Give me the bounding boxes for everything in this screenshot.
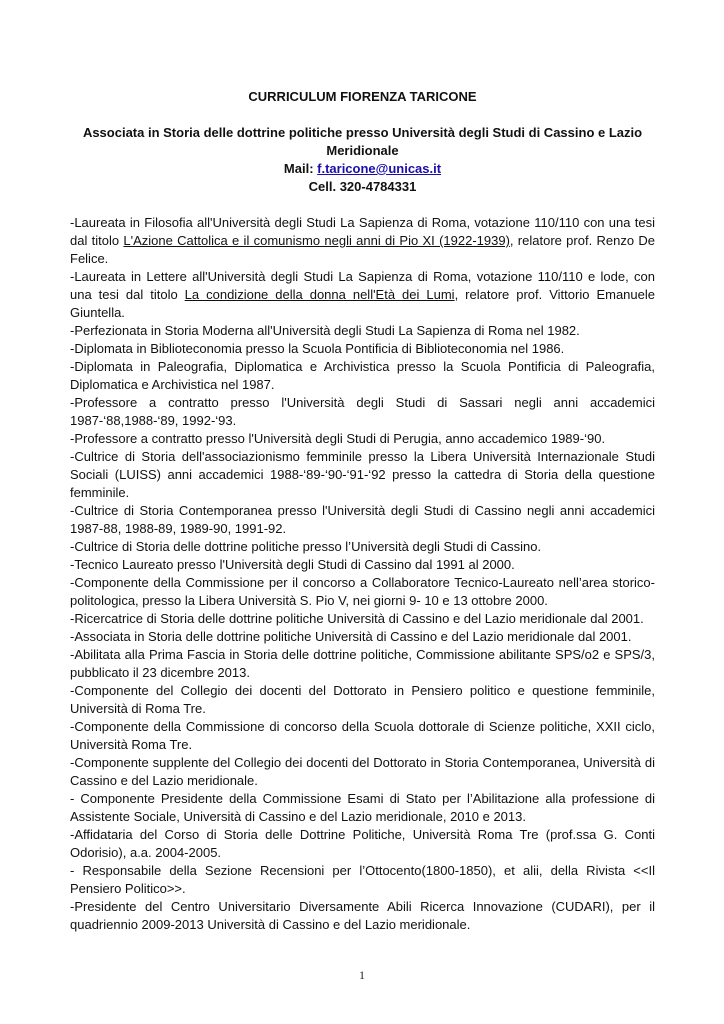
position-line-2: Meridionale — [326, 143, 399, 158]
cv-entry-text: -Perfezionata in Storia Moderna all'Università degli Studi La Sapienza di Roma nel 1982. — [70, 323, 580, 338]
cv-entry-text: -Cultrice di Storia delle dottrine politiche presso l’Università degli Studi di Cassino. — [70, 539, 542, 554]
cv-entry — [70, 322, 655, 340]
cv-entry — [70, 610, 655, 628]
cv-entry-text: -Cultrice di Storia dell'associazionismo femminile presso la Libera Università Internazionale Studi Sociali (LUISS) anni accademici 1988-‘89-‘90-‘91-‘92 presso la cattedra di Storia della questione femminile. — [70, 449, 655, 500]
cv-entry-text: -Tecnico Laureato presso l'Università degli Studi di Cassino dal 1991 al 2000. — [70, 557, 515, 572]
document-page — [70, 88, 655, 934]
mail-link[interactable]: f.taricone@unicas.it — [317, 161, 442, 176]
cv-entry — [70, 754, 655, 790]
cv-entry — [70, 682, 655, 718]
cv-entry-text: -Componente del Collegio dei docenti del Dottorato in Pensiero politico e questione femminile, Università di Roma Tre. — [70, 683, 655, 716]
cv-entry — [70, 394, 655, 430]
cv-entry-text: -Laureata in Lettere all'Università degli Studi La Sapienza di Roma, votazione 110/110 e lode, con una tesi dal titolo — [70, 269, 655, 302]
cv-entry — [70, 790, 655, 826]
position-line-1: Associata in Storia delle dottrine politiche presso Università degli Studi di Cassino e Lazio — [82, 125, 643, 140]
page-number: 1 — [359, 968, 365, 982]
cv-entry — [70, 574, 655, 610]
cv-entry — [70, 430, 655, 448]
mail-line — [70, 160, 655, 178]
mail-label: Mail: — [283, 161, 318, 176]
cv-entry — [70, 340, 655, 358]
cv-entry-text: -Abilitata alla Prima Fascia in Storia delle dottrine politiche, Commissione abilitante SPS/o2 e SPS/3, pubblicato il 23 dicembre 2013. — [70, 647, 655, 680]
cv-entry-text: - Responsabile della Sezione Recensioni per l’Ottocento(1800-1850), et alii, della Rivista <<Il Pensiero Politico>>. — [70, 863, 655, 896]
cv-entry-text: - Componente Presidente della Commissione Esami di Stato per l’Abilitazione alla professione di Assistente Sociale, Università di Cassino e del Lazio meridionale, 2010 e 2013. — [70, 791, 655, 824]
cv-entries — [70, 214, 655, 934]
cv-entry — [70, 646, 655, 682]
cv-entry — [70, 826, 655, 862]
cv-entry-text: -Diplomata in Paleografia, Diplomatica e Archivistica presso la Scuola Pontificia di Paleografia, Diplomatica e Archivistica nel 1987. — [70, 359, 655, 392]
cv-entry-thesis-title: La condizione della donna nell'Età dei Lumi — [184, 287, 455, 302]
cv-entry-text: -Affidataria del Corso di Storia delle Dottrine Politiche, Università Roma Tre (prof.ssa G. Conti Odorisio), a.a. 2004-2005. — [70, 827, 655, 860]
cv-entry — [70, 268, 655, 322]
header-block — [70, 124, 655, 196]
cv-entry-text: -Componente della Commissione di concorso della Scuola dottorale di Scienze politiche, XXII ciclo, Università Roma Tre. — [70, 719, 655, 752]
cv-entry — [70, 862, 655, 898]
cv-entry-text: -Componente della Commissione per il concorso a Collaboratore Tecnico-Laureato nell’area storico-politologica, presso la Libera Università S. Pio V, nei giorni 9- 10 e 13 ottobre 2000. — [70, 575, 655, 608]
cv-entry-text: , relatore prof. Vittorio Emanuele Giuntella. — [70, 287, 655, 320]
cv-entry-text: -Componente supplente del Collegio dei docenti del Dottorato in Storia Contemporanea, Università di Cassino e del Lazio meridionale. — [70, 755, 655, 788]
cv-entry — [70, 358, 655, 394]
cv-entry-text: -Cultrice di Storia Contemporanea presso l'Università degli Studi di Cassino negli anni accademici 1987-88, 1988-89, 1989-90, 1991-92. — [70, 503, 655, 536]
cv-entry-text: -Professore a contratto presso l'Università degli Studi di Perugia, anno accademico 1989-‘90. — [70, 431, 606, 446]
document-title: CURRICULUM FIORENZA TARICONE — [248, 89, 477, 104]
cv-entry-text: -Professore a contratto presso l'Università degli Studi di Sassari negli anni accademici 1987-‘88,1988-‘89, 1992-‘93. — [70, 395, 655, 428]
cv-entry — [70, 502, 655, 538]
cv-entry — [70, 628, 655, 646]
cv-entry-text: , relatore prof. Renzo De Felice. — [70, 233, 655, 266]
cv-entry-text: -Presidente del Centro Universitario Diversamente Abili Ricerca Innovazione (CUDARI), per il quadriennio 2009-2013 Università di Cassino e del Lazio meridionale. — [70, 899, 655, 932]
cv-entry-text: -Diplomata in Biblioteconomia presso la Scuola Pontificia di Biblioteconomia nel 1986. — [70, 341, 565, 356]
cv-entry — [70, 538, 655, 556]
cv-entry — [70, 214, 655, 268]
cv-entry — [70, 448, 655, 502]
cv-entry — [70, 718, 655, 754]
cv-entry-thesis-title: L'Azione Cattolica e il comunismo negli anni di Pio XI (1922-1939) — [123, 233, 510, 248]
cv-entry — [70, 556, 655, 574]
cv-entry-text: -Ricercatrice di Storia delle dottrine politiche Università di Cassino e del Lazio meridionale dal 2001. — [70, 611, 644, 626]
cell-line: Cell. 320-4784331 — [308, 179, 417, 194]
cv-entry-text: -Associata in Storia delle dottrine politiche Università di Cassino e del Lazio meridionale dal 2001. — [70, 629, 632, 644]
cv-entry-text: -Laureata in Filosofia all'Università degli Studi La Sapienza di Roma, votazione 110/110 con una tesi dal titolo — [70, 215, 655, 248]
cv-entry — [70, 898, 655, 934]
